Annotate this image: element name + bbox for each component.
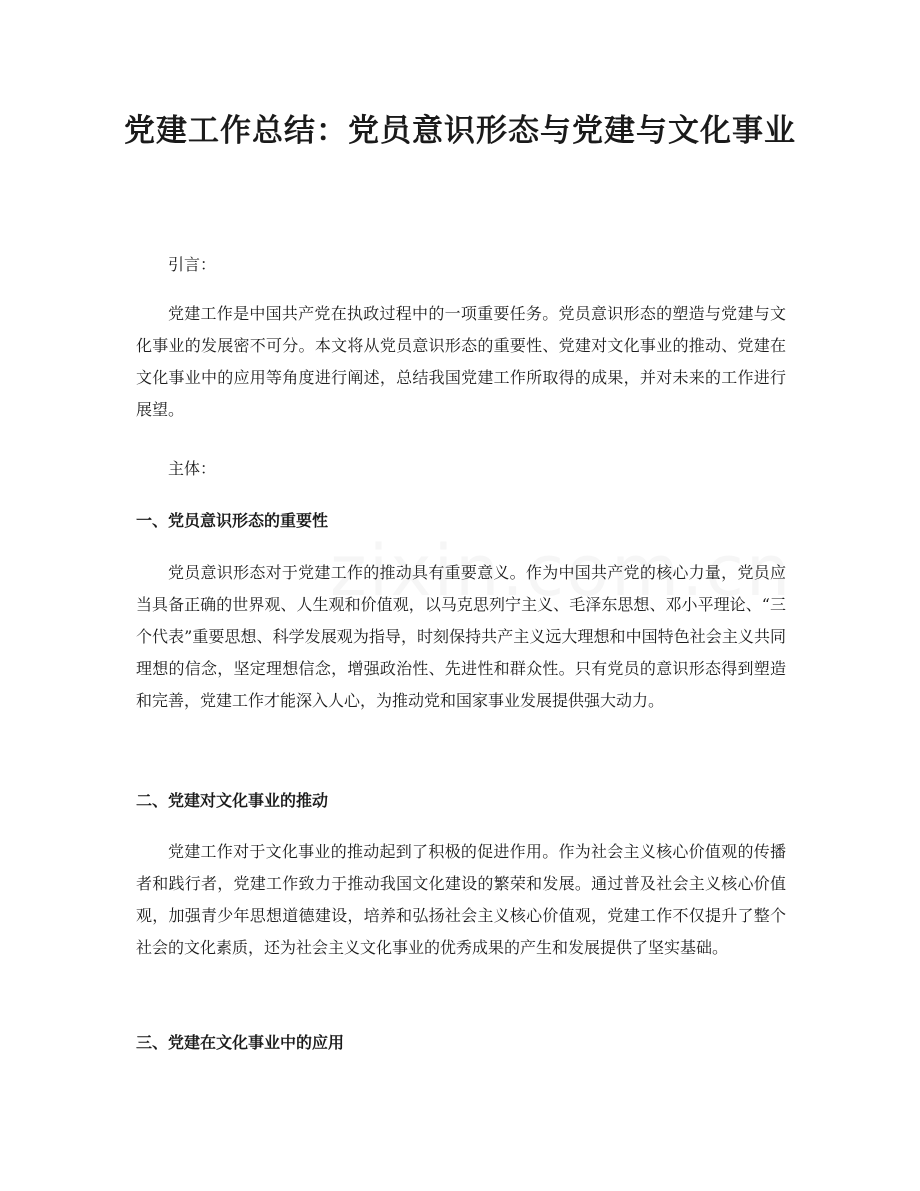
section-heading-1: 一、党员意识形态的重要性 xyxy=(136,511,329,530)
intro-paragraph: 党建工作是中国共产党在执政过程中的一项重要任务。党员意识形态的塑造与党建与文化事业的发展密不可分。本文将从党员意识形态的重要性、党建对文化事业的推动、党建在文化事业中的应用等角度进行阐述，总结我国党建工作所取得的成果，并对未来的工作进行展望。 xyxy=(136,304,786,419)
section-paragraph-2: 党建工作对于文化事业的推动起到了积极的促进作用。作为社会主义核心价值观的传播者和践行者，党建工作致力于推动我国文化建设的繁荣和发展。通过普及社会主义核心价值观，加强青少年思想道德建设，培养和弘扬社会主义核心价值观，党建工作不仅提升了整个社会的文化素质，还为社会主义文化事业的优秀成果的产生和发展提供了坚实基础。 xyxy=(136,842,786,957)
section-paragraph-1: 党员意识形态对于党建工作的推动具有重要意义。作为中国共产党的核心力量，党员应当具备正确的世界观、人生观和价值观，以马克思列宁主义、毛泽东思想、邓小平理论、“三个代表”重要思想、科学发展观为指导，时刻保持共产主义远大理想和中国特色社会主义共同理想的信念，坚定理想信念，增强政治性、先进性和群众性。只有党员的意识形态得到塑造和完善，党建工作才能深入人心，为推动党和国家事业发展提供强大动力。 xyxy=(136,563,786,710)
document-title: 党建工作总结：党员意识形态与党建与文化事业 xyxy=(124,113,796,149)
intro-label: 引言： xyxy=(168,255,217,274)
section-heading-3: 三、党建在文化事业中的应用 xyxy=(136,1033,345,1052)
section-heading-2: 二、党建对文化事业的推动 xyxy=(136,791,329,810)
body-label: 主体： xyxy=(168,459,217,478)
